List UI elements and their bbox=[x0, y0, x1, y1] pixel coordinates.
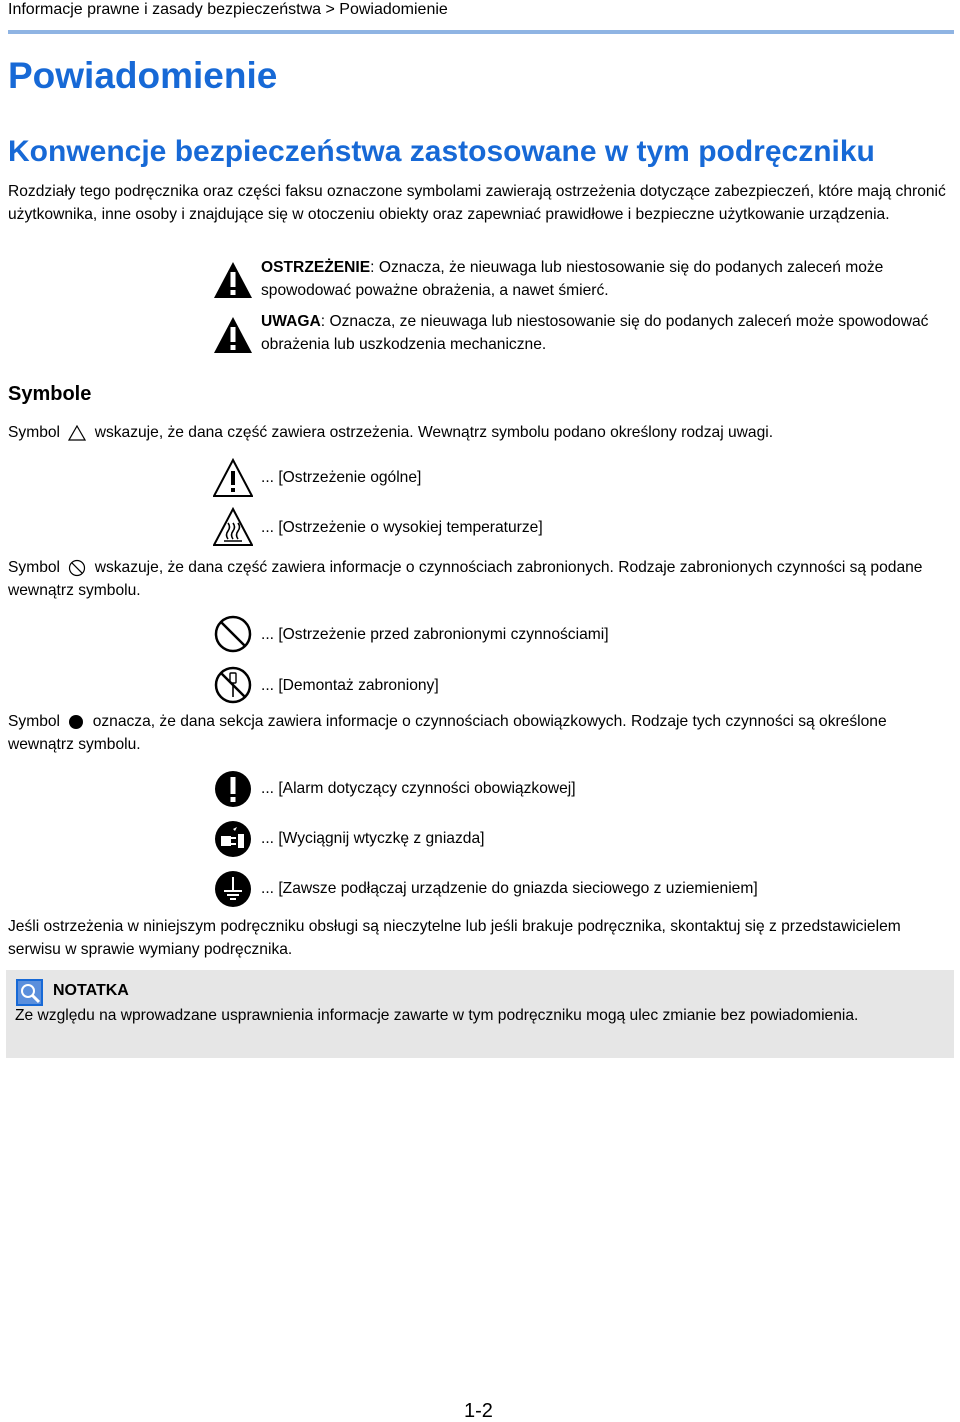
symbols-heading: Symbole bbox=[8, 383, 92, 405]
mandatory-alert-label: ... [Alarm dotyczący czynności obowiązkowej] bbox=[261, 780, 576, 797]
breadcrumb: Informacje prawne i zasady bezpieczeństwa > Powiadomienie bbox=[8, 1, 448, 18]
ground-label: ... [Zawsze podłączaj urządzenie do gniazda sieciowego z uziemieniem] bbox=[261, 880, 758, 897]
caution-icon bbox=[213, 315, 253, 355]
prohibited-icon bbox=[213, 614, 253, 654]
note-title: NOTATKA bbox=[53, 982, 129, 999]
high-temperature-warning-label: ... [Ostrzeżenie o wysokiej temperaturze] bbox=[261, 519, 543, 536]
header-rule bbox=[8, 30, 954, 34]
closing-paragraph: Jeśli ostrzeżenia w niniejszym podręczniku obsługi są nieczytelne lub jeśli brakuje podręcznika, skontaktuj się z przedstawicielem serwisu w sprawie wymiany podręcznika. bbox=[8, 918, 901, 958]
warning-text: : Oznacza, że nieuwaga lub niestosowanie się do podanych zaleceń może spowodować poważne obrażenia, a nawet śmierć. bbox=[261, 259, 884, 299]
page-title: Powiadomienie bbox=[8, 55, 278, 96]
unplug-icon bbox=[213, 819, 253, 859]
ground-icon bbox=[213, 869, 253, 909]
mandatory-symbol-icon bbox=[68, 714, 84, 730]
no-disassembly-label: ... [Demontaż zabroniony] bbox=[261, 677, 439, 694]
mandatory-alert-icon bbox=[213, 769, 253, 809]
prohibited-paragraph bbox=[8, 556, 952, 602]
intro-paragraph: Rozdziały tego podręcznika oraz części faksu oznaczone symbolami zawierają ostrzeżenia dotyczące zabezpieczeń, które mają chronić użytkownika, inne osoby i znajdujące się w otoczeniu obiekty oraz zapewniać prawidłowe i bezpieczne użytkowanie urządzenia. bbox=[8, 183, 946, 223]
mandatory-paragraph-after: oznacza, że dana sekcja zawiera informacje o czynnościach obowiązkowych. Rodzaje tych czynności są określone wewnątrz symbolu. bbox=[8, 713, 887, 753]
mandatory-paragraph bbox=[8, 710, 952, 756]
high-temperature-warning-icon bbox=[213, 507, 253, 547]
triangle-paragraph bbox=[8, 421, 952, 444]
prohibited-paragraph-after: wskazuje, że dana część zawiera informacje o czynnościach zabronionych. Rodzaje zabronionych czynności są podane wewnątrz symbolu. bbox=[8, 559, 923, 599]
warning-icon bbox=[213, 260, 253, 300]
no-disassembly-icon bbox=[213, 665, 253, 705]
prohibited-symbol-icon bbox=[68, 559, 86, 577]
triangle-paragraph-after: wskazuje, że dana część zawiera ostrzeżenia. Wewnątrz symbolu podano określony rodzaj uwagi. bbox=[94, 424, 774, 441]
note-icon bbox=[16, 979, 43, 1006]
prohibited-label: ... [Ostrzeżenie przed zabronionymi czynnościami] bbox=[261, 626, 609, 643]
general-warning-label: ... [Ostrzeżenie ogólne] bbox=[261, 469, 422, 486]
note-text: Ze względu na wprowadzane usprawnienia informacje zawarte w tym podręczniku mogą ulec zmianie bez powiadomienia. bbox=[15, 1007, 859, 1024]
section-title: Konwencje bezpieczeństwa zastosowane w tym podręczniku bbox=[8, 135, 875, 168]
caution-definition bbox=[261, 310, 941, 356]
warning-label: OSTRZEŻENIE bbox=[261, 259, 371, 276]
caution-text: : Oznacza, ze nieuwaga lub niestosowanie się do podanych zaleceń może spowodować obrażenia lub uszkodzenia mechaniczne. bbox=[261, 313, 929, 353]
prohibited-paragraph-before: Symbol bbox=[8, 559, 60, 576]
triangle-symbol-icon bbox=[68, 425, 86, 441]
unplug-label: ... [Wyciągnij wtyczkę z gniazda] bbox=[261, 830, 485, 847]
mandatory-paragraph-before: Symbol bbox=[8, 713, 60, 730]
general-warning-icon bbox=[213, 458, 253, 498]
page-number: 1-2 bbox=[464, 1400, 493, 1422]
triangle-paragraph-before: Symbol bbox=[8, 424, 60, 441]
caution-label: UWAGA bbox=[261, 313, 321, 330]
warning-definition bbox=[261, 256, 941, 302]
